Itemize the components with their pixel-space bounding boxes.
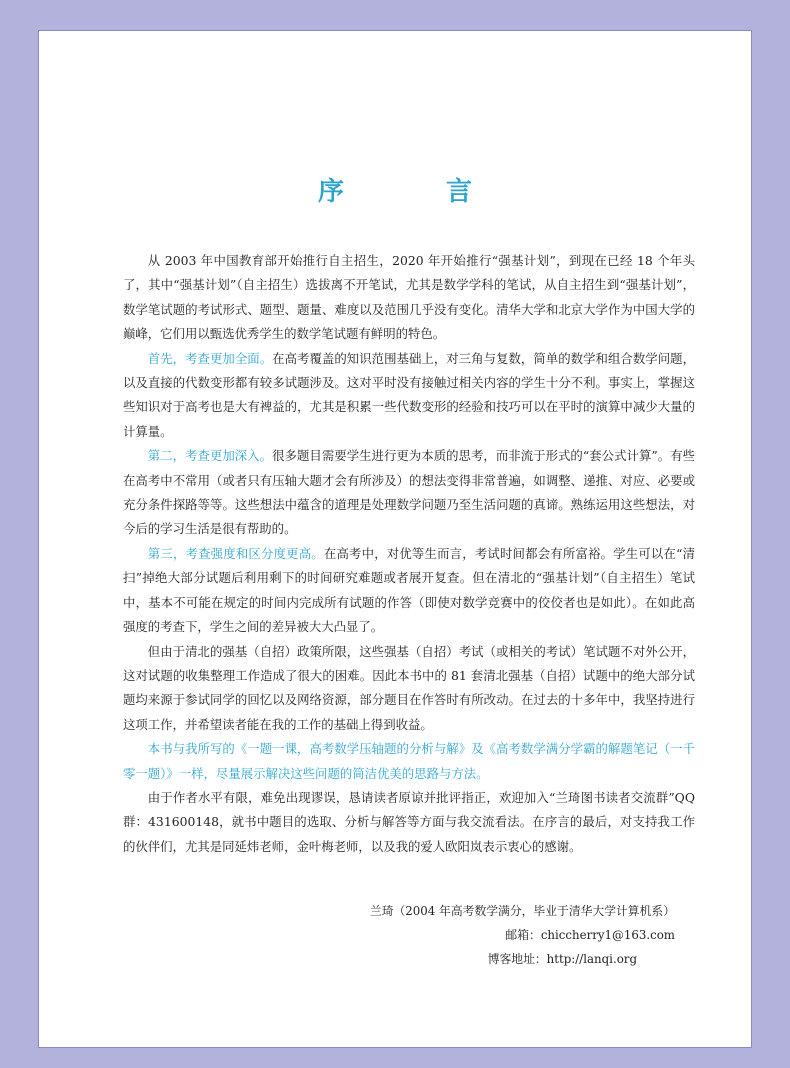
paragraph-1: 从 2003 年中国教育部开始推行自主招生，2020 年开始推行“强基计划”，到现在已经 18 个年头了，其中“强基计划”（自主招生）选拔离不开笔试，尤其是数学学科的笔试，从自主招生到“强基计划”，数学笔试题的考试形式、题型、题量、难度以及范围几乎没有变化。清华大学和北京大学作为中国大学的巅峰，它们用以甄选优秀学生的数学笔试题有鲜明的特色。: [123, 253, 695, 342]
signature-email: 邮箱：chiccherry1@163.com: [505, 928, 675, 942]
document-page: [38, 30, 752, 1048]
signature-blog: 博客地址：http://lanqi.org: [487, 952, 637, 966]
paragraph-3-highlight: 第二，考查更加深入。: [147, 448, 273, 464]
signature-block: [370, 899, 675, 971]
paragraph-4: [123, 542, 695, 640]
paragraph-2: [123, 347, 695, 445]
paragraph-7: 由于作者水平有限，难免出现谬误，恳请读者原谅并批评指正，欢迎加入“兰琦图书读者交流群”QQ 群：431600148，就书中题目的选取、分析与解答等方面与我交流看法。在序言的最后，对支持我工作的伙伴们，尤其是同延炜老师，金叶梅老师，以及我的爱人欧阳岚表示衷心的感谢。: [123, 789, 695, 854]
preface-body: [123, 249, 695, 859]
paragraph-6: 本书与我所写的《一题一课，高考数学压轴题的分析与解》及《高考数学满分学霸的解题笔记（一千零一题）》一样，尽量展示解决这些问题的简洁优美的思路与方法。: [123, 741, 695, 781]
paragraph-3-text: 很多题目需要学生进行更为本质的思考，而非流于形式的“套公式计算”。有些在高考中不常用（或者只有压轴大题才会有所涉及）的想法变得非常普遍，如调整、递推、对应、必要或充分条件探路等等。这些想法中蕴含的道理是处理数学问题乃至生活问题的真谛。熟练运用这些想法，对今后的学习生活是很有帮助的。: [123, 448, 696, 537]
paragraph-4-text: 在高考中，对优等生而言，考试时间都会有所富裕。学生可以在“清扫”掉绝大部分试题后利用剩下的时间研究难题或者展开复查。但在清北的“强基计划”（自主招生）笔试中，基本不可能在规定的时间内完成所有试题的作答（即使对数学竞赛中的佼佼者也是如此）。在如此高强度的考查下，学生之间的差异被大大凸显了。: [123, 545, 695, 635]
paragraph-5: 但由于清北的强基（自招）政策所限，这些强基（自招）考试（或相关的考试）笔试题不对外公开，这对试题的收集整理工作造成了很大的困难。因此本书中的 81 套清北强基（自招）试题中的绝大部分试题均来源于参试同学的回忆以及网络资源，部分题目在作答时有所改动。在过去的十多年中，我坚持进行这项工作，并希望读者能在我的工作的基础上得到收益。: [123, 643, 695, 732]
paragraph-2-text: 在高考覆盖的知识范围基础上，对三角与复数，简单的数学和组合数学问题，以及直接的代数变形都有较多试题涉及。这对平时没有接触过相关内容的学生十分不利。事实上，掌握这些知识对于高考也是大有裨益的，尤其是积累一些代数变形的经验和技巧可以在平时的演算中减少大量的计算量。: [123, 350, 695, 439]
paragraph-3: [123, 444, 695, 542]
signature-author: 兰琦（2004 年高考数学满分，毕业于清华大学计算机系）: [369, 904, 675, 918]
paragraph-4-highlight: 第三，考查强度和区分度更高。: [147, 545, 324, 561]
page-title: 序 言: [317, 177, 510, 207]
paragraph-2-highlight: 首先，考查更加全面。: [147, 350, 273, 366]
